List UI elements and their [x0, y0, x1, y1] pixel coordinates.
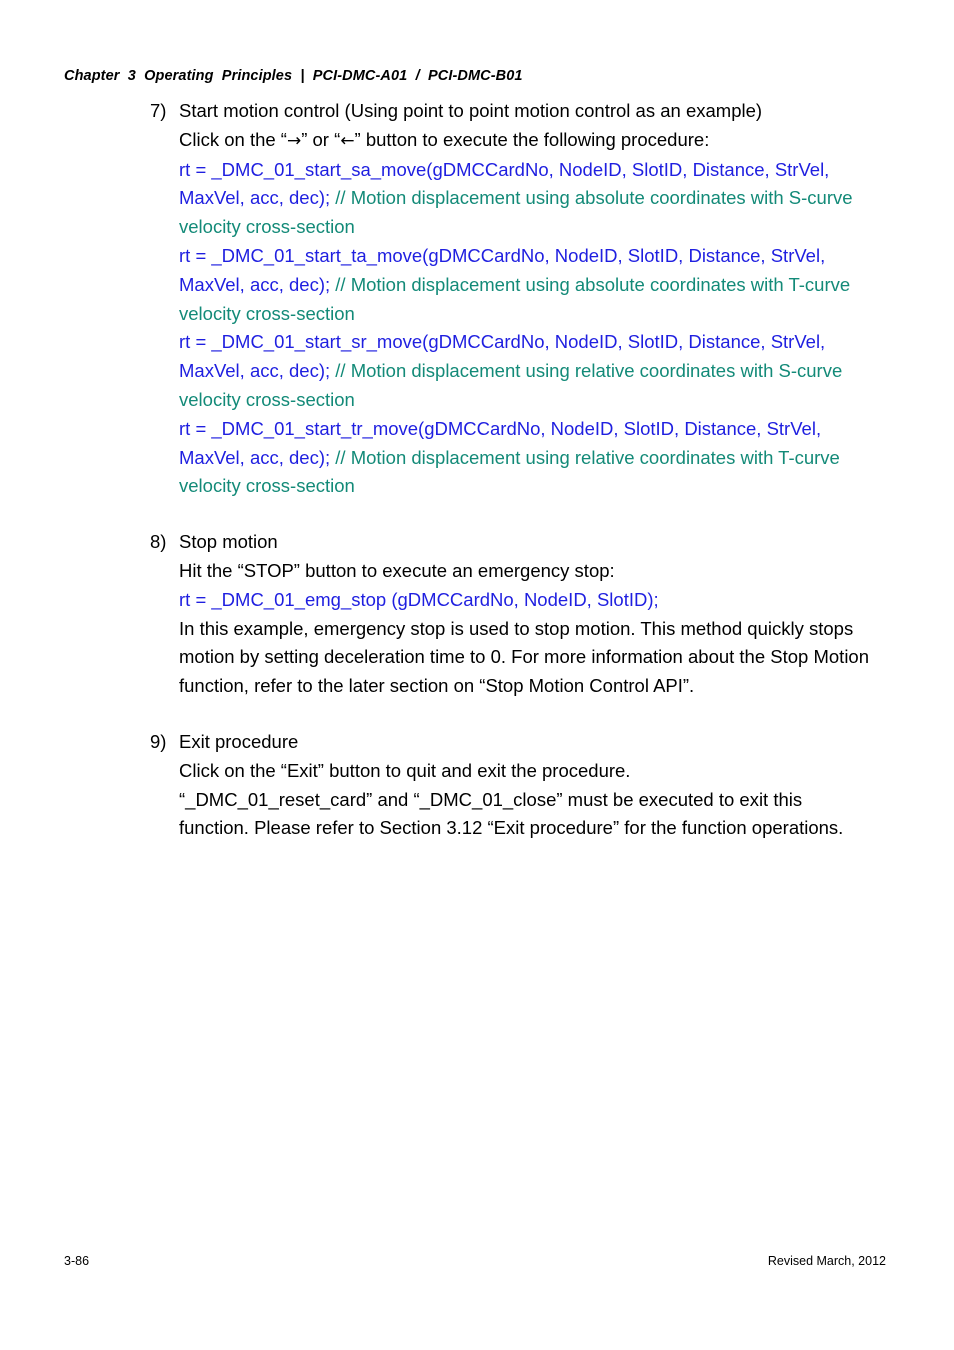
arrow-left-icon: ←	[340, 130, 355, 151]
code-comment-continued: velocity cross-section	[179, 216, 355, 238]
code-args: MaxVel, acc, dec);	[179, 446, 331, 468]
step-title: Stop motion	[179, 531, 278, 553]
step-8	[150, 528, 910, 701]
code-line: rt = _DMC_01_start_sa_move(gDMCCardNo, NodeID, SlotID, Distance, StrVel,	[179, 158, 830, 180]
paragraph-line: function, refer to the later section on “Stop Motion Control API”.	[179, 675, 695, 697]
code-line-emg-stop: rt = _DMC_01_emg_stop (gDMCCardNo, NodeID, SlotID);	[179, 588, 659, 610]
step-title: Exit procedure	[179, 730, 299, 752]
step-intro	[179, 126, 910, 156]
page-number: 3-86	[64, 1254, 90, 1268]
step-title: Start motion control (Using point to point motion control as an example)	[179, 100, 763, 121]
step-number: 9)	[150, 730, 167, 752]
paragraph-line: Click on the “Exit” button to quit and exit the procedure.	[179, 759, 631, 781]
page-header: Chapter 3 Operating Principles | PCI-DMC-A01 / PCI-DMC-B01	[64, 68, 523, 84]
code-comment-continued: velocity cross-section	[179, 475, 355, 497]
intro-suffix: ” button to execute the following procedure:	[354, 128, 710, 150]
step-number: 7)	[150, 100, 167, 121]
code-comment-continued: velocity cross-section	[179, 302, 355, 324]
step-number: 8)	[150, 531, 167, 553]
intro-middle: ” or “	[301, 128, 341, 150]
code-args: MaxVel, acc, dec);	[179, 187, 331, 209]
code-args: MaxVel, acc, dec);	[179, 273, 331, 295]
code-comment: // Motion displacement using absolute coordinates with T-curve	[330, 273, 851, 295]
code-comment: // Motion displacement using relative coordinates with T-curve	[330, 446, 840, 468]
step-instruction: Hit the “STOP” button to execute an emergency stop:	[179, 559, 615, 581]
paragraph-line: function. Please refer to Section 3.12 “Exit procedure” for the function operations.	[179, 817, 844, 839]
code-line: rt = _DMC_01_start_ta_move(gDMCCardNo, NodeID, SlotID, Distance, StrVel,	[179, 244, 826, 266]
code-block-sa-move	[179, 156, 910, 242]
code-line: rt = _DMC_01_start_sr_move(gDMCCardNo, NodeID, SlotID, Distance, StrVel,	[179, 331, 826, 353]
paragraph-line: In this example, emergency stop is used to stop motion. This method quickly stops	[179, 617, 854, 639]
paragraph-line: motion by setting deceleration time to 0. For more information about the Stop Motion	[179, 646, 870, 668]
intro-prefix: Click on the “	[179, 128, 287, 150]
code-block-ta-move	[179, 242, 910, 328]
page-content	[150, 97, 910, 870]
arrow-right-icon: →	[286, 130, 302, 151]
code-block-tr-move	[179, 415, 910, 501]
step-9	[150, 728, 910, 843]
code-comment: // Motion displacement using relative coordinates with S-curve	[330, 360, 843, 382]
code-comment: // Motion displacement using absolute coordinates with S-curve	[330, 187, 853, 209]
revision-note: Revised March, 2012	[767, 1254, 886, 1268]
code-comment-continued: velocity cross-section	[179, 388, 355, 410]
paragraph-line: “_DMC_01_reset_card” and “_DMC_01_close” must be executed to exit this	[179, 788, 803, 810]
code-line: rt = _DMC_01_start_tr_move(gDMCCardNo, NodeID, SlotID, Distance, StrVel,	[179, 417, 822, 439]
code-block-sr-move	[179, 328, 910, 414]
step-7	[150, 97, 910, 501]
code-args: MaxVel, acc, dec);	[179, 360, 331, 382]
